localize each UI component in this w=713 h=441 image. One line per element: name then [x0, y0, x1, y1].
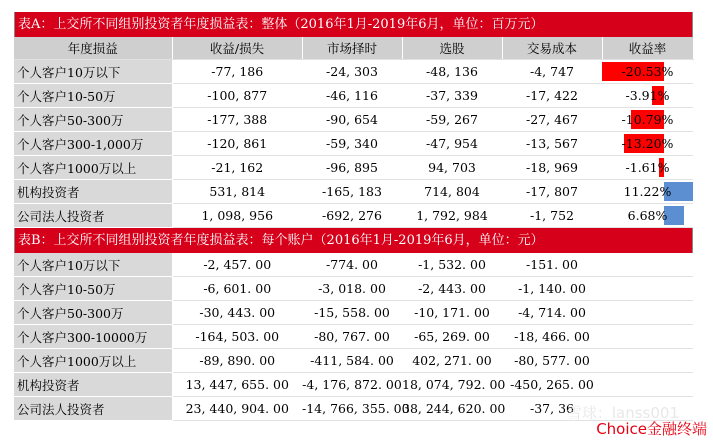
table-row: [14, 349, 693, 373]
value-cell: -100, 877: [172, 84, 302, 108]
row-label: 个人客户10-50万: [14, 84, 172, 108]
header-cell: 交易成本: [502, 37, 602, 60]
row-label: 个人客户300-1,000万: [14, 132, 172, 156]
value-cell: -4, 714. 00: [502, 301, 602, 325]
value-cell: -59, 267: [402, 108, 502, 132]
report-tables: [14, 12, 693, 421]
table-b: [14, 253, 693, 421]
table-row: [14, 325, 693, 349]
return-rate-cell: [602, 132, 693, 156]
value-cell: 531, 814: [172, 180, 302, 204]
value-cell: 1, 792, 984: [402, 204, 502, 228]
value-cell: -450, 265. 00: [502, 373, 602, 397]
value-cell: 94, 703: [402, 156, 502, 180]
value-cell: -89, 890. 00: [172, 349, 302, 373]
return-rate-cell: [602, 204, 693, 228]
value-cell: -46, 116: [302, 84, 402, 108]
value-cell: -151. 00: [502, 253, 602, 277]
row-label: 个人客户50-300万: [14, 108, 172, 132]
value-cell: -692, 276: [302, 204, 402, 228]
row-label: 个人客户1000万以上: [14, 349, 172, 373]
table-b-body: [14, 253, 693, 421]
table-row: [14, 132, 693, 156]
return-rate-text: -13.20%: [621, 136, 674, 151]
value-cell: -3, 018. 00: [302, 277, 402, 301]
value-cell: 1, 098, 956: [172, 204, 302, 228]
value-cell: -37, 339: [402, 84, 502, 108]
value-cell: 714, 804: [402, 180, 502, 204]
return-rate-text: -20.53%: [621, 64, 674, 79]
return-rate-cell: [602, 180, 693, 204]
row-label: 个人客户300-10000万: [14, 325, 172, 349]
row-label: 机构投资者: [14, 180, 172, 204]
header-cell: 市场择时: [302, 37, 402, 60]
value-cell: -18, 969: [502, 156, 602, 180]
return-rate-text: -1.61%: [625, 160, 670, 175]
value-cell: -1, 752: [502, 204, 602, 228]
table-row: [14, 60, 693, 84]
return-rate-cell: [602, 108, 693, 132]
value-cell: -77, 186: [172, 60, 302, 84]
table-row: [14, 204, 693, 228]
value-cell: -4, 747: [502, 60, 602, 84]
row-label: 个人客户10-50万: [14, 277, 172, 301]
return-rate-cell: [602, 156, 693, 180]
value-cell: -15, 558. 00: [302, 301, 402, 325]
table-a-body: [14, 60, 693, 228]
row-label: 个人客户1000万以上: [14, 156, 172, 180]
value-cell: -165, 183: [302, 180, 402, 204]
table-row: [14, 301, 693, 325]
value-cell: -120, 861: [172, 132, 302, 156]
table-row: [14, 277, 693, 301]
table-row: [14, 180, 693, 204]
header-cell: 选股: [402, 37, 502, 60]
value-cell: -96, 895: [302, 156, 402, 180]
table-b-title: 表B：上交所不同组别投资者年度损益表：每个账户（2016年1月-2019年6月，单位：元）: [14, 228, 693, 253]
empty-cell: [602, 277, 693, 301]
value-cell: -47, 954: [402, 132, 502, 156]
value-cell: -1, 140. 00: [502, 277, 602, 301]
value-cell: 402, 271. 00: [402, 349, 502, 373]
value-cell: 13, 447, 655. 00: [172, 373, 302, 397]
value-cell: -80, 577. 00: [502, 349, 602, 373]
value-cell: -13, 567: [502, 132, 602, 156]
value-cell: -17, 807: [502, 180, 602, 204]
value-cell: -59, 340: [302, 132, 402, 156]
value-cell: -1, 532. 00: [402, 253, 502, 277]
return-rate-cell: [602, 60, 693, 84]
value-cell: -27, 467: [502, 108, 602, 132]
choice-watermark: Choice金融终端: [596, 420, 707, 438]
empty-cell: [602, 301, 693, 325]
table-row: [14, 156, 693, 180]
value-cell: -17, 422: [502, 84, 602, 108]
value-cell: -30, 443. 00: [172, 301, 302, 325]
row-label: 个人客户50-300万: [14, 301, 172, 325]
table-row: [14, 253, 693, 277]
header-cell: 收益率: [602, 37, 693, 60]
value-cell: -14, 766, 355. 00: [302, 397, 402, 421]
row-label: 个人客户10万以下: [14, 253, 172, 277]
return-rate-text: -3.91%: [625, 88, 670, 103]
value-cell: -90, 654: [302, 108, 402, 132]
table-row: [14, 108, 693, 132]
empty-cell: [602, 325, 693, 349]
row-label: 机构投资者: [14, 373, 172, 397]
value-cell: 38, 244, 620. 00: [402, 397, 502, 421]
value-cell: -2, 443. 00: [402, 277, 502, 301]
empty-cell: [602, 349, 693, 373]
table-a-header-row: [14, 37, 693, 60]
value-cell: -24, 303: [302, 60, 402, 84]
empty-cell: [602, 373, 693, 397]
return-rate-text: -10.79%: [621, 112, 674, 127]
value-cell: -411, 584. 00: [302, 349, 402, 373]
value-cell: -80, 767. 00: [302, 325, 402, 349]
value-cell: -2, 457. 00: [172, 253, 302, 277]
value-cell: -177, 388: [172, 108, 302, 132]
value-cell: -774. 00: [302, 253, 402, 277]
row-label: 公司法人投资者: [14, 204, 172, 228]
row-label: 个人客户10万以下: [14, 60, 172, 84]
value-cell: 18, 074, 792. 00: [402, 373, 502, 397]
value-cell: -65, 269. 00: [402, 325, 502, 349]
return-rate-cell: [602, 84, 693, 108]
value-cell: -21, 162: [172, 156, 302, 180]
value-cell: 23, 440, 904. 00: [172, 397, 302, 421]
value-cell: -10, 171. 00: [402, 301, 502, 325]
empty-cell: [602, 253, 693, 277]
value-cell: -18, 466. 00: [502, 325, 602, 349]
value-cell: -6, 601. 00: [172, 277, 302, 301]
table-row: [14, 373, 693, 397]
return-rate-text: 6.68%: [627, 208, 668, 223]
return-rate-text: 11.22%: [623, 184, 672, 199]
value-cell: -48, 136: [402, 60, 502, 84]
table-row: [14, 84, 693, 108]
value-cell: -4, 176, 872. 00: [302, 373, 402, 397]
row-label: 公司法人投资者: [14, 397, 172, 421]
value-cell: -164, 503. 00: [172, 325, 302, 349]
snowball-watermark: 雪球：lanss001: [566, 404, 679, 422]
header-cell: 年度损益: [14, 37, 172, 60]
header-cell: 收益/损失: [172, 37, 302, 60]
table-a-title: 表A：上交所不同组别投资者年度损益表：整体（2016年1月-2019年6月，单位：百万元）: [14, 12, 693, 37]
value-cell: -37, 36: [502, 397, 602, 421]
table-a: [14, 37, 694, 228]
